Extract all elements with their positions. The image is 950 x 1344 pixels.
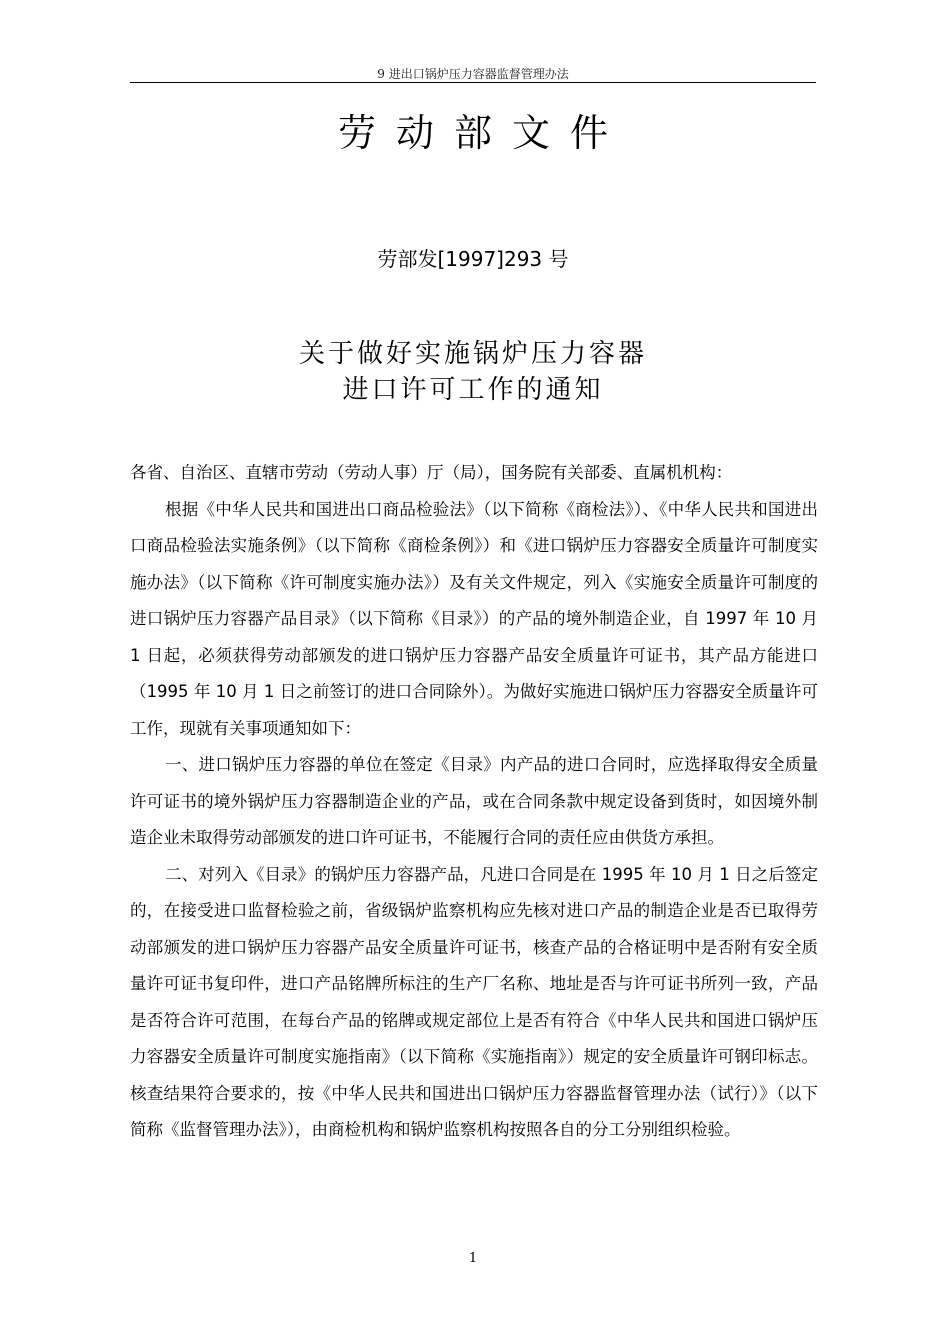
header-rule <box>130 82 816 83</box>
body-paragraph: 二、对列入《目录》的锅炉压力容器产品，凡进口合同是在 1995 年 10 月 1 日之后签定的，在接受进口监督检验之前，省级锅炉监察机构应先核对进口产品的制造企业是否已取得劳动部颁发的进口锅炉压力容器产品安全质量许可证书，核查产品的合格证明中是否附有安全质量许可证书复印件，进口产品铭牌所标注的生产厂名称、地址是否与许可证书所列一致，产品是否符合许可范围，在每台产品的铭牌或规定部位上是否有符合《中华人民共和国进口锅炉压力容器安全质量许可制度实施指南》（以下简称《实施指南》）规定的安全质量许可钢印标志。核查结果符合要求的，按《中华人民共和国进出口锅炉压力容器监督管理办法（试行）》（以下简称《监督管理办法》），由商检机构和锅炉监察机构按照各自的分工分别组织检验。 <box>130 864 818 1139</box>
body-paragraph: 一、进口锅炉压力容器的单位在签定《目录》内产品的进口合同时，应选择取得安全质量许可证书的境外锅炉压力容器制造企业的产品，或在合同条款中规定设备到货时，如因境外制造企业未取得劳动部颁发的进口许可证书，不能履行合同的责任应由供货方承担。 <box>130 755 818 847</box>
document-title-line-2: 进口许可工作的通知 <box>342 375 604 405</box>
document-issuer: 劳动部文件 <box>337 111 628 155</box>
running-header: 9 进出口锅炉压力容器监督管理办法 <box>377 67 569 81</box>
document-number: 劳部发[1997]293 号 <box>377 247 569 271</box>
addressee-line: 各省、自治区、直辖市劳动（劳动人事）厅（局），国务院有关部委、直属机机构： <box>130 463 733 482</box>
document-title <box>130 336 816 408</box>
page-number: 1 <box>468 1251 478 1266</box>
document-body <box>130 455 818 1149</box>
document-title-line-1: 关于做好实施锅炉压力容器 <box>298 339 647 369</box>
body-paragraph: 根据《中华人民共和国进出口商品检验法》（以下简称《商检法》）、《中华人民共和国进出口商品检验法实施条例》（以下简称《商检条例》）和《进口锅炉压力容器安全质量许可制度实施办法》（以下简称《许可制度实施办法》）及有关文件规定，列入《实施安全质量许可制度的进口锅炉压力容器产品目录》（以下简称《目录》）的产品的境外制造企业，自 1997 年 10 月 1 日起，必须获得劳动部颁发的进口锅炉压力容器产品安全质量许可证书，其产品方能进口（1995 年 10 月 1 日之前签订的进口合同除外）。为做好实施进口锅炉压力容器安全质量许可工作，现就有关事项通知如下： <box>130 499 818 738</box>
